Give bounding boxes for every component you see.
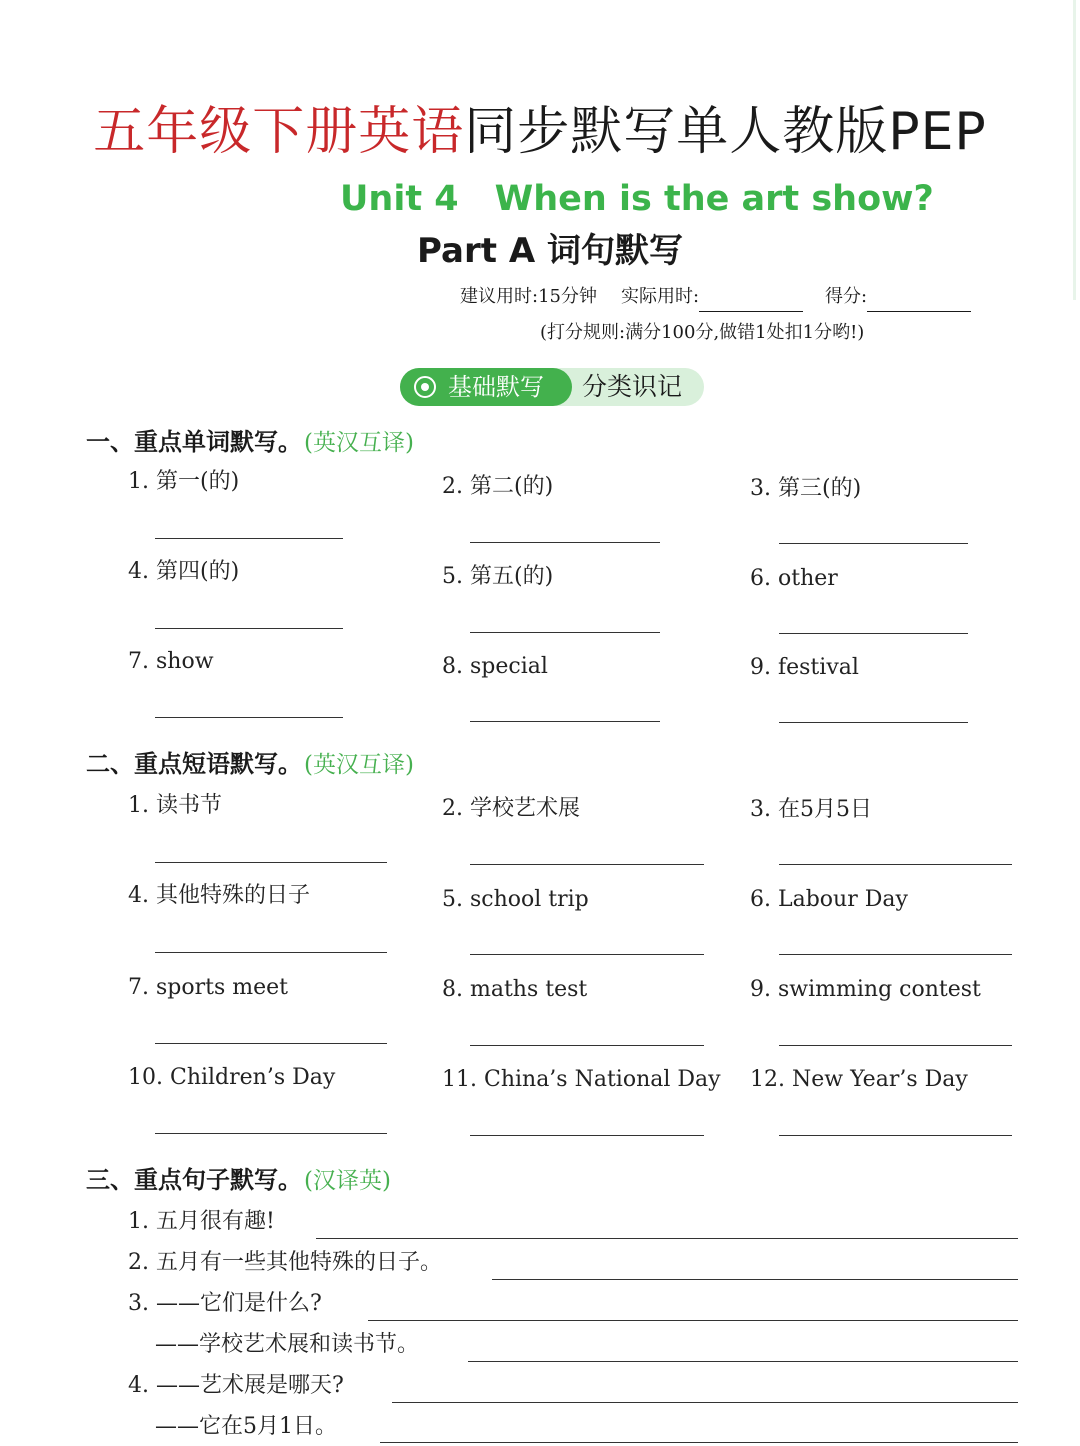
answer-blank[interactable] bbox=[470, 864, 704, 865]
sentence-item: 2. 五月有一些其他特殊的日子。 bbox=[128, 1250, 442, 1275]
unit-heading bbox=[340, 176, 934, 222]
answer-blank[interactable] bbox=[155, 538, 343, 539]
phrase-item: 8. maths test bbox=[442, 977, 588, 1002]
answer-blank[interactable] bbox=[779, 633, 968, 634]
answer-blank[interactable] bbox=[470, 1045, 704, 1046]
answer-blank[interactable] bbox=[470, 954, 704, 955]
phrase-item: 3. 在5月5日 bbox=[750, 797, 872, 822]
phrase-item: 5. school trip bbox=[442, 887, 589, 912]
part-heading: Part A 词句默写 bbox=[417, 231, 683, 271]
phrase-item: 6. Labour Day bbox=[750, 887, 908, 912]
score-label: 得分: bbox=[825, 286, 868, 307]
phrase-item: 4. 其他特殊的日子 bbox=[128, 883, 310, 908]
actual-time-label: 实际用时: bbox=[620, 286, 700, 307]
answer-blank[interactable] bbox=[155, 628, 343, 629]
section1-hint: (英汉互译) bbox=[304, 430, 414, 456]
answer-blank[interactable] bbox=[779, 954, 1012, 955]
answer-blank[interactable] bbox=[155, 1043, 387, 1044]
suggested-time: 建议用时:15分钟 bbox=[460, 286, 597, 307]
phrase-item: 12. New Year’s Day bbox=[750, 1067, 968, 1092]
section1-title: 一、重点单词默写。(英汉互译) bbox=[86, 428, 414, 456]
section3-hint: (汉译英) bbox=[304, 1168, 391, 1194]
word-item: 7. show bbox=[128, 649, 214, 674]
answer-blank[interactable] bbox=[392, 1402, 1018, 1403]
phrase-item: 11. China’s National Day bbox=[442, 1067, 721, 1092]
answer-blank[interactable] bbox=[155, 862, 387, 863]
word-item: 1. 第一(的) bbox=[128, 469, 240, 494]
answer-blank[interactable] bbox=[155, 1133, 387, 1134]
time-score-row bbox=[460, 282, 971, 312]
worksheet-title bbox=[0, 100, 1080, 164]
phrase-item: 2. 学校艺术展 bbox=[442, 796, 580, 821]
answer-blank[interactable] bbox=[470, 1135, 704, 1136]
unit-label: Unit 4 bbox=[340, 179, 459, 219]
word-item: 5. 第五(的) bbox=[442, 564, 554, 589]
scoring-rule: (打分规则:满分100分,做错1处扣1分哟!) bbox=[540, 322, 865, 343]
answer-blank[interactable] bbox=[470, 632, 660, 633]
phrase-item: 9. swimming contest bbox=[750, 977, 981, 1002]
actual-time-field[interactable] bbox=[699, 295, 803, 312]
sentence-item: 4. ——艺术展是哪天? bbox=[128, 1373, 344, 1398]
score-field[interactable] bbox=[867, 295, 971, 312]
answer-blank[interactable] bbox=[779, 1135, 1012, 1136]
answer-blank[interactable] bbox=[470, 721, 660, 722]
word-item: 9. festival bbox=[750, 655, 859, 680]
answer-blank[interactable] bbox=[155, 952, 387, 953]
answer-blank[interactable] bbox=[492, 1279, 1018, 1280]
sentence-item: ——它在5月1日。 bbox=[155, 1414, 337, 1439]
badge-right-label: 分类识记 bbox=[582, 372, 683, 401]
phrase-item: 10. Children’s Day bbox=[128, 1065, 336, 1090]
word-item: 8. special bbox=[442, 654, 548, 679]
sentence-item: 1. 五月很有趣! bbox=[128, 1209, 275, 1234]
unit-title: When is the art show? bbox=[494, 179, 934, 219]
medal-icon bbox=[414, 376, 436, 398]
word-item: 6. other bbox=[750, 566, 838, 591]
phrase-item: 1. 读书节 bbox=[128, 793, 222, 818]
answer-blank[interactable] bbox=[468, 1361, 1018, 1362]
answer-blank[interactable] bbox=[779, 864, 1012, 865]
answer-blank[interactable] bbox=[779, 543, 968, 544]
answer-blank[interactable] bbox=[470, 542, 660, 543]
section3-title: 三、重点句子默写。(汉译英) bbox=[86, 1166, 391, 1194]
answer-blank[interactable] bbox=[779, 722, 968, 723]
word-item: 3. 第三(的) bbox=[750, 476, 862, 501]
word-item: 4. 第四(的) bbox=[128, 559, 240, 584]
section-badge bbox=[400, 368, 704, 406]
phrase-item: 7. sports meet bbox=[128, 975, 288, 1000]
word-item: 2. 第二(的) bbox=[442, 474, 554, 499]
answer-blank[interactable] bbox=[316, 1238, 1018, 1239]
sentence-item: ——学校艺术展和读书节。 bbox=[155, 1332, 420, 1357]
answer-blank[interactable] bbox=[779, 1045, 1012, 1046]
sentence-item: 3. ——它们是什么? bbox=[128, 1291, 322, 1316]
badge-left-label: 基础默写 bbox=[448, 373, 544, 401]
section2-title: 二、重点短语默写。(英汉互译) bbox=[86, 750, 414, 778]
title-red: 五年级下册英语 bbox=[93, 102, 465, 162]
section2-hint: (英汉互译) bbox=[304, 752, 414, 778]
title-dark: 同步默写单人教版PEP bbox=[464, 102, 987, 162]
answer-blank[interactable] bbox=[368, 1320, 1018, 1321]
answer-blank[interactable] bbox=[380, 1442, 1018, 1443]
answer-blank[interactable] bbox=[155, 717, 343, 718]
